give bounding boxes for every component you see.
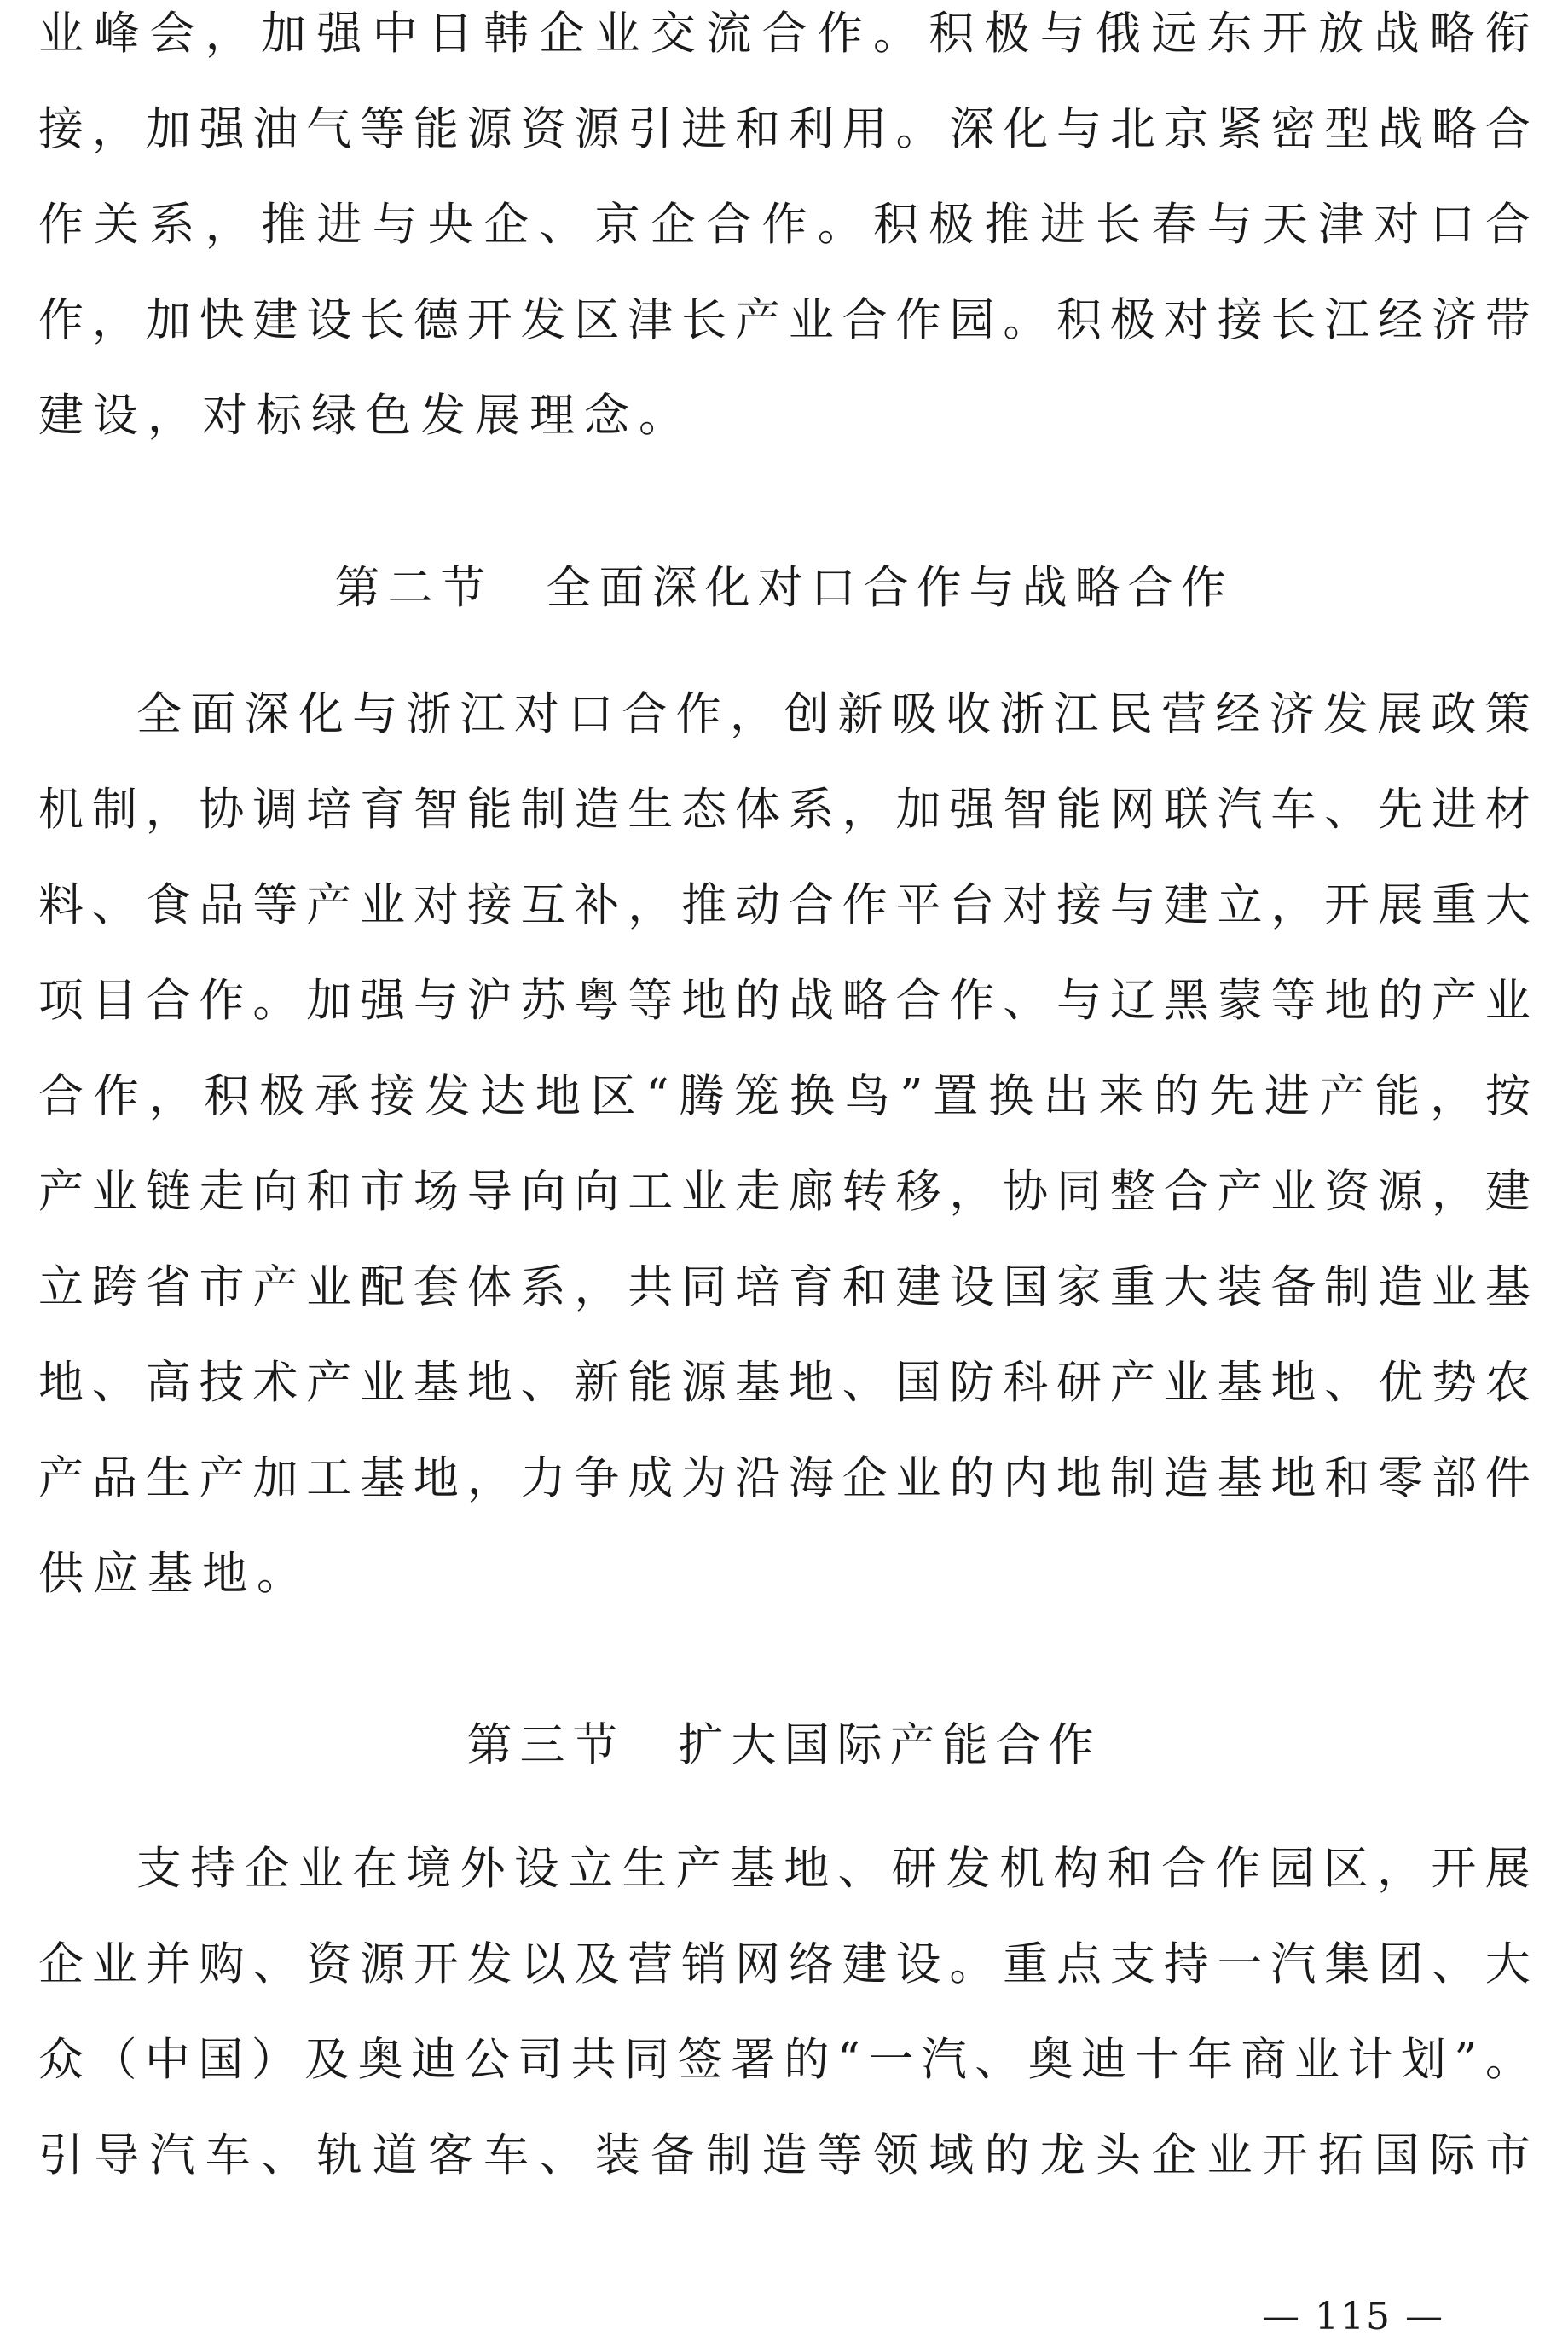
paragraph-line: 立 跨 省 市 产 业 配 套 体 系 ， 共 同 培 育 和 建 设 国 家 重 大 装 备 制 造 业 基 (38, 1261, 1530, 1313)
paragraph-line: 地 、 高 技 术 产 业 基 地 、 新 能 源 基 地 、 国 防 科 研 产 业 基 地 、 优 势 农 (38, 1357, 1530, 1409)
paragraph-line: 作 ， 加 快 建 设 长 德 开 发 区 津 长 产 业 合 作 园 。 积 极 对 接 长 江 经 济 带 (38, 294, 1530, 346)
paragraph-line: 产 品 生 产 加 工 基 地 ， 力 争 成 为 沿 海 企 业 的 内 地 制 造 基 地 和 零 部 件 (38, 1452, 1530, 1504)
paragraph-line: 料 、 食 品 等 产 业 对 接 互 补 ， 推 动 合 作 平 台 对 接 与 建 立 ， 开 展 重 大 (38, 879, 1530, 931)
section-heading: 第三节 扩大国际产能合作 (466, 1719, 1102, 1771)
paragraph-line: 项 目 合 作 。 加 强 与 沪 苏 粤 等 地 的 战 略 合 作 、 与 辽 黑 蒙 等 地 的 产 业 (38, 975, 1530, 1027)
paragraph-line: 支 持 企 业 在 境 外 设 立 生 产 基 地 、 研 发 机 构 和 合 作 园 区 ， 开 展 (136, 1843, 1530, 1895)
paragraph-line: 作 关 系 ， 推 进 与 央 企 、 京 企 合 作 。 积 极 推 进 长 春 与 天 津 对 口 合 (38, 199, 1530, 251)
paragraph-line: 众 （ 中 国 ） 及 奥 迪 公 司 共 同 签 署 的 “ 一 汽 、 奥 迪 十 年 商 业 计 划 ” 。 (38, 2034, 1530, 2086)
paragraph-line: 供应基地。 (38, 1548, 311, 1600)
paragraph-line: 引 导 汽 车 、 轨 道 客 车 、 装 备 制 造 等 领 域 的 龙 头 企 业 开 拓 国 际 市 (38, 2129, 1530, 2181)
paragraph-line: 建设，对标绿色发展理念。 (38, 390, 693, 442)
paragraph-line: 机 制 ， 协 调 培 育 智 能 制 造 生 态 体 系 ， 加 强 智 能 网 联 汽 车 、 先 进 材 (38, 784, 1530, 836)
paragraph-line: 全 面 深 化 与 浙 江 对 口 合 作 ， 创 新 吸 收 浙 江 民 营 经 济 发 展 政 策 (136, 688, 1530, 740)
paragraph-line: 业 峰 会 ， 加 强 中 日 韩 企 业 交 流 合 作 。 积 极 与 俄 远 东 开 放 战 略 衔 (38, 8, 1530, 60)
paragraph-line: 接 ， 加 强 油 气 等 能 源 资 源 引 进 和 利 用 。 深 化 与 北 京 紧 密 型 战 略 合 (38, 103, 1530, 155)
section-heading: 第二节 全面深化对口合作与战略合作 (334, 562, 1234, 614)
page-number: — 115 — (1262, 2295, 1444, 2338)
paragraph-line: 合 作 ， 积 极 承 接 发 达 地 区 “ 腾 笼 换 鸟 ” 置 换 出 来 的 先 进 产 能 ， 按 (38, 1070, 1530, 1122)
paragraph-line: 产 业 链 走 向 和 市 场 导 向 向 工 业 走 廊 转 移 ， 协 同 整 合 产 业 资 源 ， 建 (38, 1166, 1530, 1218)
paragraph-line: 企 业 并 购 、 资 源 开 发 以 及 营 销 网 络 建 设 。 重 点 支 持 一 汽 集 团 、 大 (38, 1938, 1530, 1990)
